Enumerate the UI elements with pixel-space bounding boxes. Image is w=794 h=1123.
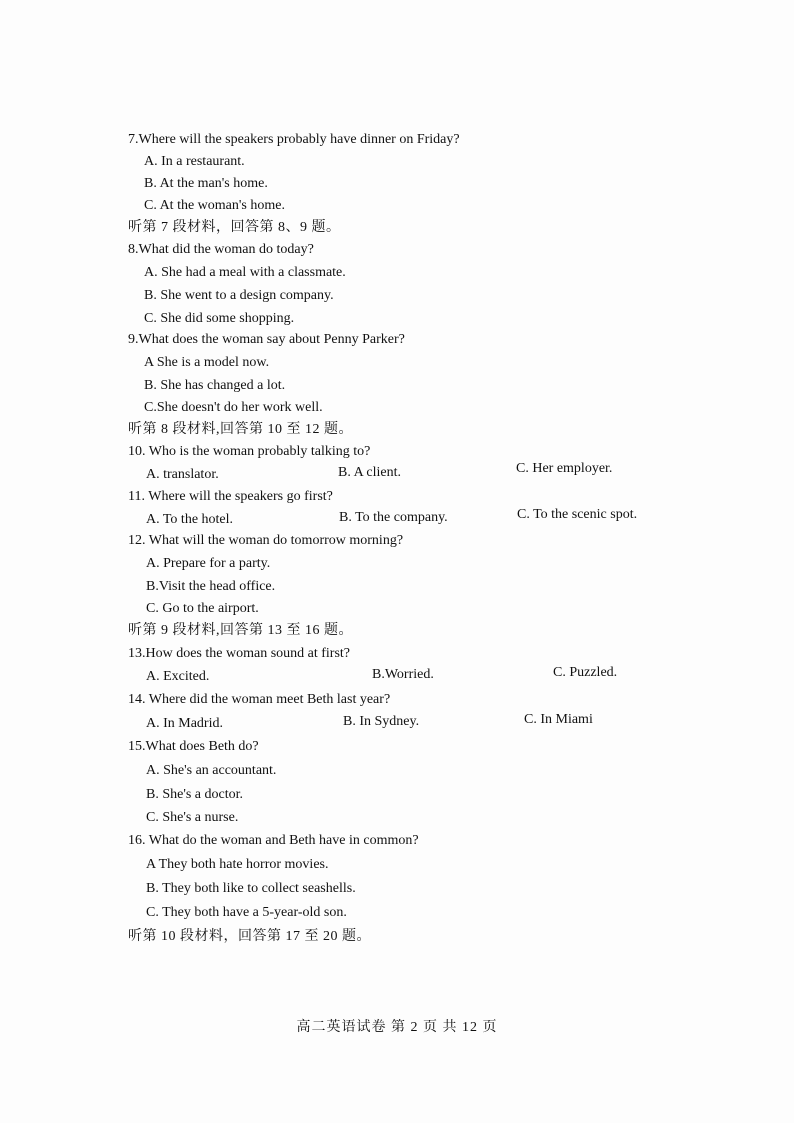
question-16-option-c: C. They both have a 5-year-old son. [146,905,347,920]
question-12-stem: 12. What will the woman do tomorrow morning? [128,533,404,548]
question-13-option-c: C. Puzzled. [553,665,618,680]
page-footer: 高二英语试卷 第 2 页 共 12 页 [296,1020,498,1035]
question-7-option-b: B. At the man's home. [144,176,268,191]
question-15-option-b: B. She's a doctor. [146,787,244,802]
question-10-option-a: A. translator. [146,467,219,482]
question-13-option-a: A. Excited. [146,669,210,684]
question-9-option-a: A She is a model now. [144,355,270,370]
question-15-stem: 15.What does Beth do? [128,739,259,754]
question-10-option-c: C. Her employer. [516,461,613,476]
question-7-stem: 7.Where will the speakers probably have dinner on Friday? [128,132,460,147]
question-13-option-b: B.Worried. [372,667,434,682]
question-11-option-c: C. To the scenic spot. [517,507,638,522]
question-9-stem: 9.What does the woman say about Penny Parker? [128,332,405,347]
question-8-option-b: B. She went to a design company. [144,288,334,303]
question-8-option-a: A. She had a meal with a classmate. [144,265,346,280]
question-7-option-a: A. In a restaurant. [144,154,245,169]
question-16-option-b: B. They both like to collect seashells. [146,881,356,896]
question-14-stem: 14. Where did the woman meet Beth last year? [128,692,391,707]
question-13-stem: 13.How does the woman sound at first? [128,646,351,661]
section-7-instruction: 听第 7 段材料，回答第 8、9 题。 [128,220,341,235]
question-15-option-a: A. She's an accountant. [146,763,277,778]
question-12-option-a: A. Prepare for a party. [146,556,271,571]
section-8-instruction: 听第 8 段材料,回答第 10 至 12 题。 [128,422,353,437]
question-12-option-b: B.Visit the head office. [146,579,276,594]
question-11-option-a: A. To the hotel. [146,512,234,527]
question-12-option-c: C. Go to the airport. [146,601,259,616]
question-11-option-b: B. To the company. [339,510,448,525]
question-10-stem: 10. Who is the woman probably talking to? [128,444,371,459]
question-14-option-a: A. In Madrid. [146,716,223,731]
question-11-stem: 11. Where will the speakers go first? [128,489,333,504]
question-8-option-c: C. She did some shopping. [144,311,295,326]
question-14-option-c: C. In Miami [524,712,593,727]
question-9-option-c: C.She doesn't do her work well. [144,400,323,415]
question-14-option-b: B. In Sydney. [343,714,420,729]
section-10-instruction: 听第 10 段材料，回答第 17 至 20 题。 [128,929,371,944]
question-7-option-c: C. At the woman's home. [144,198,285,213]
question-8-stem: 8.What did the woman do today? [128,242,314,257]
section-9-instruction: 听第 9 段材料,回答第 13 至 16 题。 [128,623,353,638]
question-16-option-a: A They both hate horror movies. [146,857,329,872]
question-9-option-b: B. She has changed a lot. [144,378,286,393]
question-15-option-c: C. She's a nurse. [146,810,239,825]
question-10-option-b: B. A client. [338,465,401,480]
question-16-stem: 16. What do the woman and Beth have in common? [128,833,419,848]
